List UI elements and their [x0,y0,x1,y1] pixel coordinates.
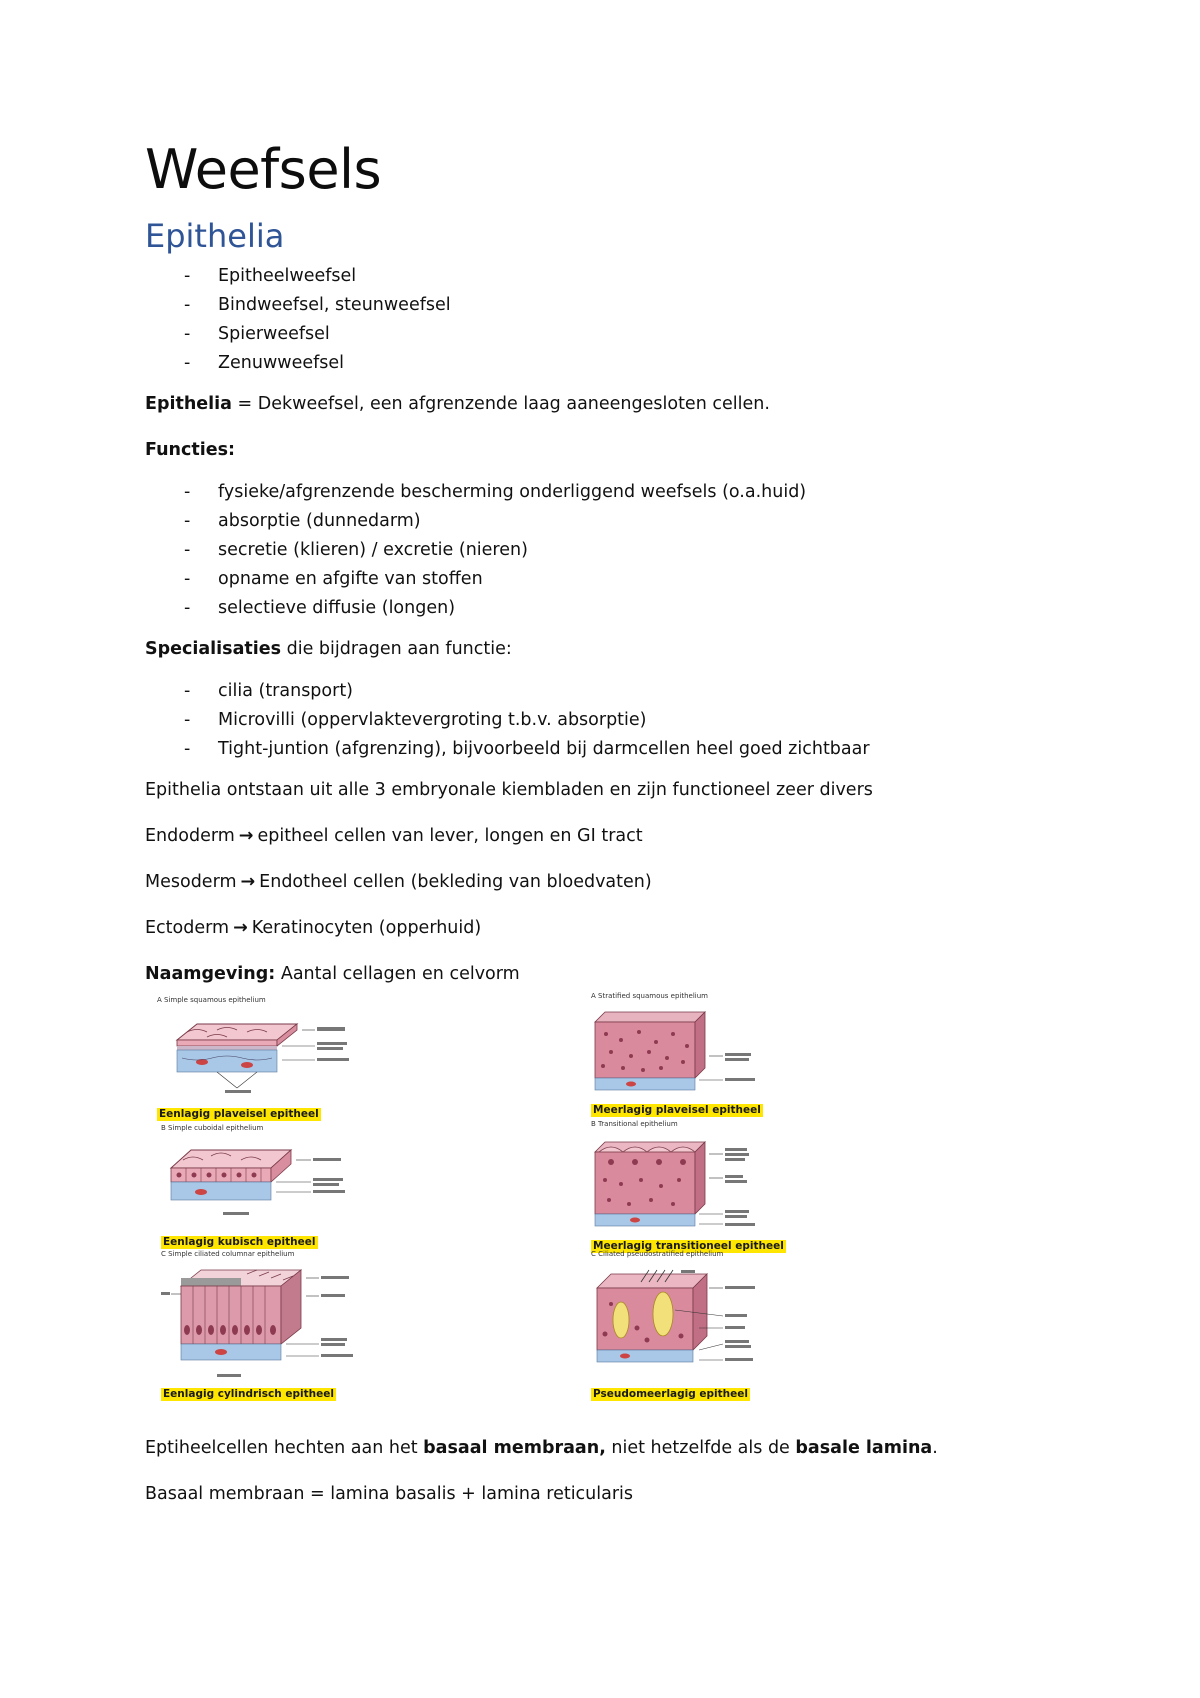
list-item: - Epitheelweefsel [145,262,1065,291]
list-item: - absorptie (dunnedarm) [145,507,1065,536]
list-item: - fysieke/afgrenzende bescherming onderliggend weefsels (o.a.huid) [145,478,1065,507]
simple-squamous-illustration [157,1010,377,1102]
specializations-list [145,677,1065,764]
figure-label: Meerlagig plaveisel epitheel [593,1104,761,1116]
arrow-right-icon: → [238,826,254,846]
naming-bold: Naamgeving: [145,964,276,984]
list-item: - opname en afgifte van stoffen [145,565,1065,594]
figure-pseudostratified [591,1250,841,1401]
arrow-right-icon: → [240,872,256,892]
figure-label: Eenlagig plaveisel epitheel [159,1108,319,1120]
stratified-squamous-illustration [591,1006,811,1098]
tissue-types-list [145,262,1065,378]
figure-label: Meerlagig transitioneel epitheel [593,1240,784,1252]
figure-transitional [591,1120,841,1253]
list-item: - Bindweefsel, steunweefsel [145,291,1065,320]
figure-caption: A Stratified squamous epithelium [591,992,708,1000]
list-item: - selectieve diffusie (longen) [145,594,1065,623]
germ-layer-name: Mesoderm [145,872,237,892]
list-item: - Zenuwweefsel [145,349,1065,378]
figure-simple-cuboidal [161,1124,411,1249]
transitional-illustration [591,1134,811,1234]
germ-layer-name: Ectoderm [145,918,230,938]
germ-layer-result: epitheel cellen van lever, longen en GI tract [257,826,643,846]
attachment-text: . [932,1438,938,1458]
figure-caption: B Transitional epithelium [591,1120,678,1128]
figure-simple-columnar [161,1250,411,1401]
functions-heading [145,438,1065,462]
list-item: - secretie (klieren) / excretie (nieren) [145,536,1065,565]
germ-layer-ectoderm [145,916,1065,940]
attachment-bold: basaal membraan, [423,1438,606,1458]
list-item: - Microvilli (oppervlaktevergroting t.b.v. absorptie) [145,706,1065,735]
germ-layer-endoderm [145,824,1065,848]
figure-caption: C Simple ciliated columnar epithelium [161,1250,295,1258]
germ-layer-mesoderm [145,870,1065,894]
list-item: - cilia (transport) [145,677,1065,706]
specializations-rest: die bijdragen aan functie: [281,639,512,659]
figure-label: Eenlagig cylindrisch epitheel [163,1388,334,1400]
germ-layer-result: Endotheel cellen (bekleding van bloedvaten) [259,872,652,892]
simple-columnar-illustration [161,1264,381,1382]
attachment-paragraph [145,1436,1065,1460]
definition-term: Epithelia [145,394,232,414]
page-title: Weefsels [145,138,382,201]
origin-paragraph: Epithelia ontstaan uit alle 3 embryonale kiembladen en zijn functioneel zeer divers [145,780,873,800]
definition-paragraph [145,392,1065,416]
section-heading: Epithelia [145,217,285,255]
functions-heading-text: Functies: [145,440,236,460]
attachment-text: Eptiheelcellen hechten aan het [145,1438,424,1458]
list-item: - Spierweefsel [145,320,1065,349]
naming-paragraph [145,962,1065,986]
attachment-bold: basale lamina [795,1438,933,1458]
figure-stratified-squamous [591,992,841,1117]
figure-caption: C Ciliated pseudostratified epithelium [591,1250,724,1258]
naming-rest: Aantal cellagen en celvorm [275,964,520,984]
figure-caption: A Simple squamous epithelium [157,996,266,1004]
epithelium-figures [143,992,803,1406]
pseudostratified-illustration [591,1264,811,1382]
figure-label: Pseudomeerlagig epitheel [593,1388,748,1400]
definition-text: = Dekweefsel, een afgrenzende laag aaneengesloten cellen. [231,394,770,414]
specializations-bold: Specialisaties [145,639,282,659]
arrow-right-icon: → [233,918,248,938]
basement-membrane-paragraph: Basaal membraan = lamina basalis + lamina reticularis [145,1484,634,1504]
figure-caption: B Simple cuboidal epithelium [161,1124,264,1132]
list-item: - Tight-juntion (afgrenzing), bijvoorbeeld bij darmcellen heel goed zichtbaar [145,735,1065,764]
germ-layer-result: Keratinocyten (opperhuid) [251,918,482,938]
functions-list [145,478,1065,623]
document-content [145,138,1065,1528]
germ-layer-name: Endoderm [145,826,235,846]
simple-cuboidal-illustration [161,1138,381,1230]
attachment-text: niet hetzelfde als de [605,1438,796,1458]
figure-simple-squamous [157,996,407,1121]
figure-label: Eenlagig kubisch epitheel [163,1236,316,1248]
specializations-heading [145,637,1065,661]
